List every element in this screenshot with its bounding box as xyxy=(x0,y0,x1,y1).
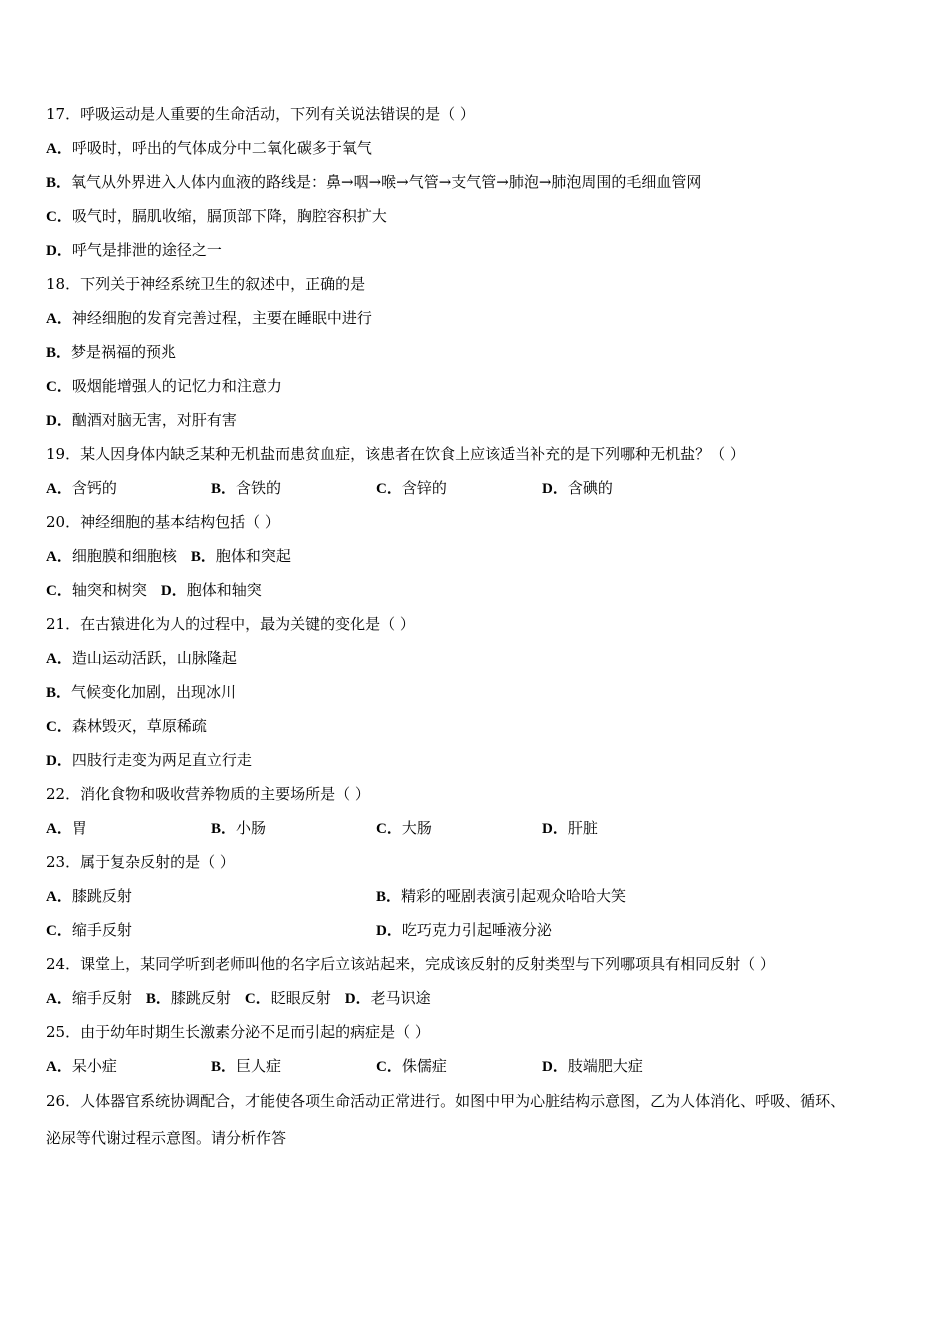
question-18-stem: 18．下列关于神经系统卫生的叙述中，正确的是 xyxy=(46,275,366,293)
question-24-option-b: B．膝跳反射 xyxy=(145,989,231,1007)
question-18-option-d: D．酗酒对脑无害，对肝有害 xyxy=(46,411,237,429)
question-22-options xyxy=(46,811,926,845)
question-22-stem: 22．消化食物和吸收营养物质的主要场所是（ ） xyxy=(46,785,370,803)
question-18-option-b: B．梦是祸福的预兆 xyxy=(46,343,177,361)
question-21-option-c: C．森林毁灭，草原稀疏 xyxy=(46,717,207,735)
question-19-stem: 19．某人因身体内缺乏某种无机盐而患贫血症，该患者在饮食上应该适当补充的是下列哪种无机盐？（ ） xyxy=(46,445,745,463)
question-22-option-b: B．小肠 xyxy=(211,819,267,837)
question-19-option-a: A．含钙的 xyxy=(46,479,117,497)
question-17-option-b: B．氧气从外界进入人体内血液的路线是：鼻→咽→喉→气管→支气管→肺泡→肺泡周围的毛细血管网 xyxy=(46,173,702,191)
question-17-option-c: C．吸气时，膈肌收缩，膈顶部下降，胸腔容积扩大 xyxy=(46,207,387,225)
question-17-option-a: A．呼吸时，呼出的气体成分中二氧化碳多于氧气 xyxy=(46,139,372,157)
question-20-option-c: C．轴突和树突 xyxy=(46,581,147,599)
question-20-options-row1 xyxy=(46,539,926,573)
question-21-option-a: A．造山运动活跃，山脉隆起 xyxy=(46,649,237,667)
question-23-options-row1 xyxy=(46,879,926,913)
question-25-options xyxy=(46,1049,926,1083)
question-21-option-b: B．气候变化加剧，出现冰川 xyxy=(46,683,237,701)
question-23-option-c: C．缩手反射 xyxy=(46,921,132,939)
question-24-option-c: C．眨眼反射 xyxy=(244,989,331,1007)
question-20-option-b: B．胞体和突起 xyxy=(190,547,291,565)
question-24-option-a: A．缩手反射 xyxy=(46,989,132,1007)
question-21-stem: 21．在古猿进化为人的过程中，最为关键的变化是（ ） xyxy=(46,615,415,633)
question-25-option-d: D．肢端肥大症 xyxy=(542,1057,643,1075)
question-20-stem: 20．神经细胞的基本结构包括（ ） xyxy=(46,513,280,531)
exam-page xyxy=(46,97,926,1157)
question-20-options-row2 xyxy=(46,573,926,607)
question-24-option-d: D．老马识途 xyxy=(344,989,431,1007)
question-26-stem-line2: 泌尿等代谢过程示意图。请分析作答 xyxy=(46,1129,287,1147)
question-18-option-a: A．神经细胞的发育完善过程，主要在睡眠中进行 xyxy=(46,309,372,327)
question-19-option-d: D．含碘的 xyxy=(542,479,613,497)
question-17-stem: 17．呼吸运动是人重要的生命活动，下列有关说法错误的是（ ） xyxy=(46,105,475,123)
question-23-stem: 23．属于复杂反射的是（ ） xyxy=(46,853,235,871)
question-25-option-b: B．巨人症 xyxy=(211,1057,282,1075)
question-23-option-a: A．膝跳反射 xyxy=(46,887,132,905)
question-18-option-c: C．吸烟能增强人的记忆力和注意力 xyxy=(46,377,282,395)
question-23-option-b: B．精彩的哑剧表演引起观众哈哈大笑 xyxy=(376,887,627,905)
question-21-option-d: D．四肢行走变为两足直立行走 xyxy=(46,751,252,769)
question-23-options-row2 xyxy=(46,913,926,947)
question-24-options xyxy=(46,981,926,1015)
question-25-stem: 25．由于幼年时期生长激素分泌不足而引起的病症是（ ） xyxy=(46,1023,430,1041)
question-19-option-c: C．含锌的 xyxy=(376,479,447,497)
question-19-option-b: B．含铁的 xyxy=(211,479,282,497)
question-25-option-a: A．呆小症 xyxy=(46,1057,117,1075)
question-17-option-d: D．呼气是排泄的途径之一 xyxy=(46,241,222,259)
question-22-option-c: C．大肠 xyxy=(376,819,432,837)
question-22-option-a: A．胃 xyxy=(46,819,87,837)
question-20-option-d: D．胞体和轴突 xyxy=(160,581,262,599)
question-25-option-c: C．侏儒症 xyxy=(376,1057,447,1075)
question-22-option-d: D．肝脏 xyxy=(542,819,598,837)
question-23-option-d: D．吃巧克力引起唾液分泌 xyxy=(376,921,552,939)
question-19-options xyxy=(46,471,926,505)
question-24-stem: 24．课堂上，某同学听到老师叫他的名字后立该站起来，完成该反射的反射类型与下列哪项具有相同反射（ ） xyxy=(46,955,775,973)
question-20-option-a: A．细胞膜和细胞核 xyxy=(46,547,177,565)
question-26-stem-line1: 26．人体器官系统协调配合，才能使各项生命活动正常进行。如图中甲为心脏结构示意图，乙为人体消化、呼吸、循环、 xyxy=(46,1092,846,1110)
